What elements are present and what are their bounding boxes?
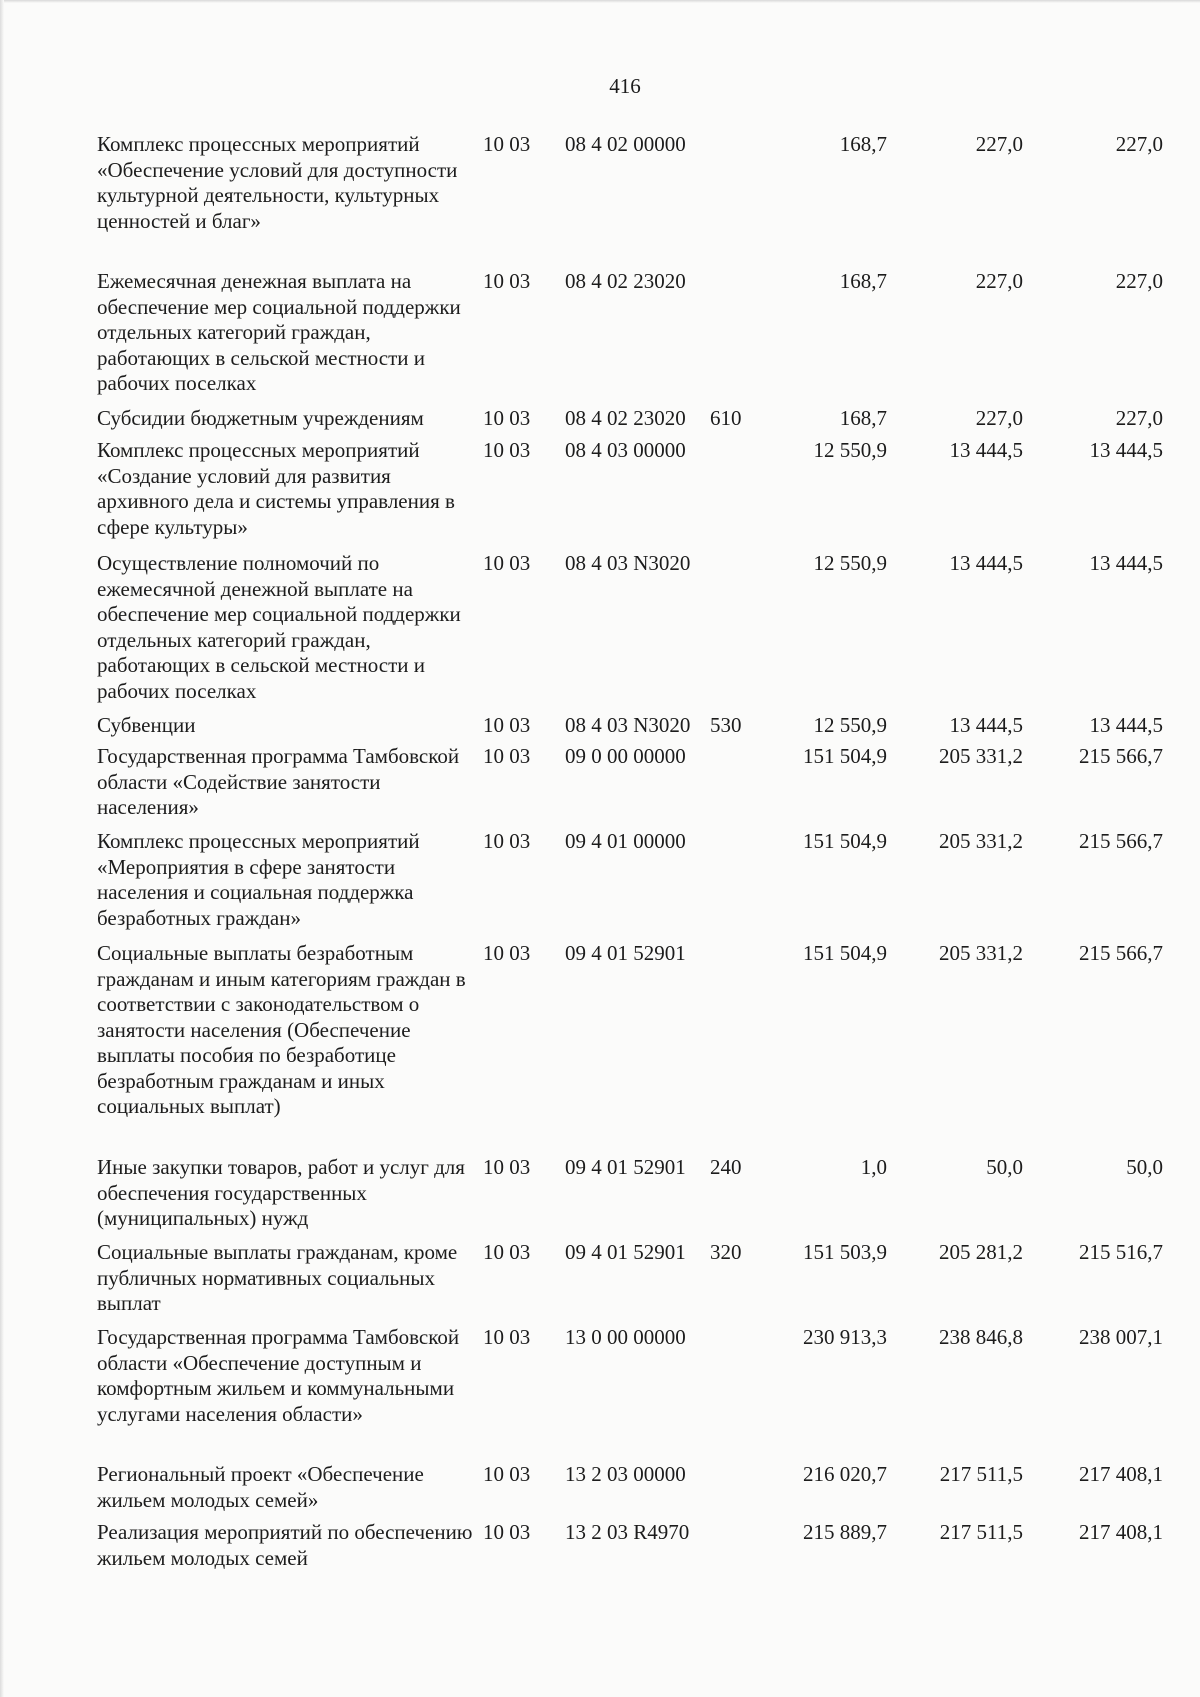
page-number: 416 (609, 74, 641, 98)
row-value-2: 217 511,5 (939, 1520, 1023, 1544)
row-name: Реализация мероприятий по обеспечению жильем молодых семей (97, 1520, 473, 1570)
row-value-1: 151 504,9 (803, 744, 887, 768)
row-value-1: 216 020,7 (803, 1462, 887, 1486)
row-name: Социальные выплаты гражданам, кроме публичных нормативных социальных выплат (97, 1240, 458, 1315)
row-value-2: 50,0 (986, 1155, 1023, 1179)
row-section: 10 03 (483, 1240, 531, 1264)
row-section: 10 03 (483, 941, 531, 965)
row-value-3: 238 007,1 (1079, 1325, 1163, 1349)
row-section: 10 03 (483, 438, 531, 462)
row-name: Государственная программа Тамбовской области «Содействие занятости населения» (97, 744, 460, 819)
row-value-3: 227,0 (1115, 132, 1163, 156)
row-value-2: 227,0 (975, 406, 1023, 430)
row-value-2: 13 444,5 (949, 713, 1023, 737)
row-section: 10 03 (483, 713, 531, 737)
row-value-1: 168,7 (839, 132, 887, 156)
row-value-3: 217 408,1 (1079, 1462, 1163, 1486)
row-section: 10 03 (483, 744, 531, 768)
scan-edge-left (0, 0, 4, 1697)
row-value-1: 215 889,7 (803, 1520, 887, 1544)
row-value-2: 227,0 (975, 269, 1023, 293)
row-value-3: 13 444,5 (1089, 713, 1163, 737)
row-code: 08 4 02 00000 (565, 132, 686, 156)
row-value-2: 227,0 (975, 132, 1023, 156)
row-code: 08 4 02 23020 (565, 406, 686, 430)
row-code: 08 4 02 23020 (565, 269, 686, 293)
row-value-3: 227,0 (1115, 406, 1163, 430)
row-code: 13 2 03 R4970 (565, 1520, 690, 1544)
row-section: 10 03 (483, 406, 531, 430)
row-name: Комплекс процессных мероприятий «Создание условий для развития архивного дела и системы управления в сфере культуры» (97, 438, 455, 539)
row-value-2: 217 511,5 (939, 1462, 1023, 1486)
row-value-2: 205 331,2 (939, 941, 1023, 965)
row-name: Комплекс процессных мероприятий «Мероприятия в сфере занятости населения и социальная поддержка безработных граждан» (97, 829, 420, 930)
row-value-3: 215 516,7 (1079, 1240, 1163, 1264)
row-value-1: 151 503,9 (803, 1240, 887, 1264)
row-value-3: 227,0 (1115, 269, 1163, 293)
row-value-2: 13 444,5 (949, 438, 1023, 462)
row-name: Осуществление полномочий по ежемесячной денежной выплате на обеспечение мер социальной поддержки отдельных категорий граждан, работающих в сельской местности и рабочих поселках (97, 551, 461, 703)
row-expense-type: 610 (710, 406, 742, 430)
row-name: Социальные выплаты безработным гражданам и иным категориям граждан в соответствии с законодательством о занятости населения (Обеспечение выплаты пособия по безработице безработным гражданам и иных социальных выплат) (97, 941, 466, 1118)
row-value-1: 12 550,9 (813, 551, 887, 575)
row-expense-type: 240 (710, 1155, 742, 1179)
row-value-1: 12 550,9 (813, 438, 887, 462)
row-code: 09 4 01 52901 (565, 941, 686, 965)
row-value-3: 13 444,5 (1089, 551, 1163, 575)
row-value-2: 13 444,5 (949, 551, 1023, 575)
row-section: 10 03 (483, 269, 531, 293)
row-section: 10 03 (483, 1155, 531, 1179)
row-value-1: 151 504,9 (803, 829, 887, 853)
row-expense-type: 530 (710, 713, 742, 737)
row-code: 09 4 01 52901 (565, 1240, 686, 1264)
row-value-3: 217 408,1 (1079, 1520, 1163, 1544)
scan-edge-top (0, 0, 1200, 3)
row-code: 09 4 01 52901 (565, 1155, 686, 1179)
row-code: 08 4 03 N3020 (565, 713, 691, 737)
row-value-2: 205 331,2 (939, 744, 1023, 768)
row-value-3: 13 444,5 (1089, 438, 1163, 462)
row-value-2: 205 281,2 (939, 1240, 1023, 1264)
row-section: 10 03 (483, 829, 531, 853)
row-section: 10 03 (483, 1462, 531, 1486)
row-value-2: 238 846,8 (939, 1325, 1023, 1349)
row-name: Субвенции (97, 713, 196, 737)
row-value-1: 230 913,3 (803, 1325, 887, 1349)
row-code: 08 4 03 N3020 (565, 551, 691, 575)
row-name: Государственная программа Тамбовской области «Обеспечение доступным и комфортным жильем и коммунальными услугами населения области» (97, 1325, 460, 1426)
row-expense-type: 320 (710, 1240, 742, 1264)
row-code: 09 4 01 00000 (565, 829, 686, 853)
row-code: 09 0 00 00000 (565, 744, 686, 768)
row-value-1: 168,7 (839, 269, 887, 293)
row-value-3: 215 566,7 (1079, 941, 1163, 965)
row-name: Ежемесячная денежная выплата на обеспечение мер социальной поддержки отдельных категорий граждан, работающих в сельской местности и рабочих поселках (97, 269, 461, 395)
row-name: Иные закупки товаров, работ и услуг для обеспечения государственных (муниципальных) нужд (97, 1155, 465, 1230)
row-value-3: 215 566,7 (1079, 744, 1163, 768)
row-value-1: 151 504,9 (803, 941, 887, 965)
row-section: 10 03 (483, 1325, 531, 1349)
row-value-1: 168,7 (839, 406, 887, 430)
row-value-1: 12 550,9 (813, 713, 887, 737)
row-name: Комплекс процессных мероприятий «Обеспечение условий для доступности культурной деятельности, культурных ценностей и благ» (97, 132, 458, 233)
row-name: Субсидии бюджетным учреждениям (97, 406, 424, 430)
row-value-1: 1,0 (860, 1155, 887, 1179)
row-code: 13 0 00 00000 (565, 1325, 686, 1349)
row-value-3: 50,0 (1126, 1155, 1163, 1179)
row-section: 10 03 (483, 1520, 531, 1544)
row-code: 08 4 03 00000 (565, 438, 686, 462)
row-value-2: 205 331,2 (939, 829, 1023, 853)
row-section: 10 03 (483, 132, 531, 156)
row-name: Региональный проект «Обеспечение жильем молодых семей» (97, 1462, 424, 1512)
row-code: 13 2 03 00000 (565, 1462, 686, 1486)
row-value-3: 215 566,7 (1079, 829, 1163, 853)
row-section: 10 03 (483, 551, 531, 575)
